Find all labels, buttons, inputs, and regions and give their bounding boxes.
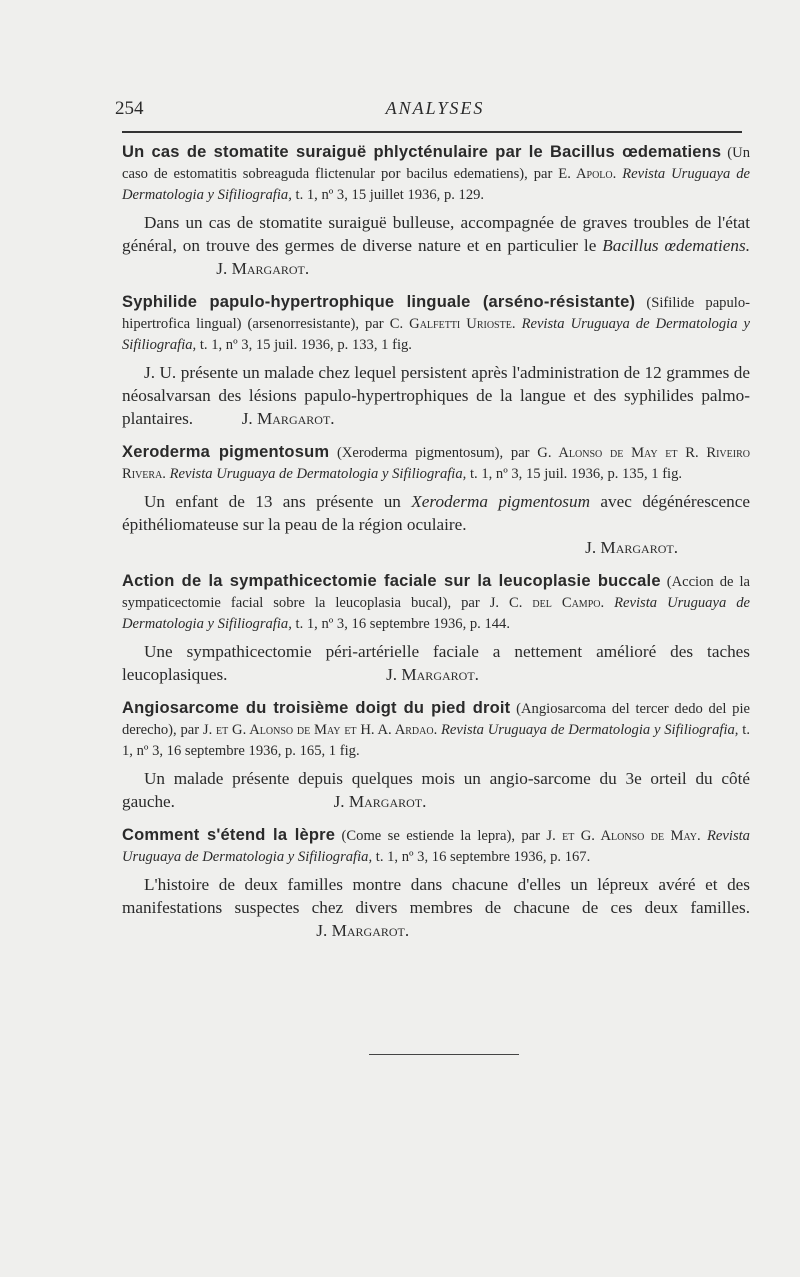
entry-summary	[122, 873, 750, 942]
analysis-entry	[122, 292, 750, 430]
analysis-entry	[122, 698, 750, 813]
reviewer: J. Margarot.	[216, 259, 310, 278]
citation: t. 1, nº 3, 15 juil. 1936, p. 135, 1 fig.	[469, 466, 683, 482]
summary-text: L'histoire de deux familles montre dans chacune d'elles un lépreux avéré et des manifestations suspectes chez divers membres de chacune de ces deux familles.	[122, 875, 750, 917]
entry-summary	[122, 640, 750, 686]
summary-text-after: avec dégénérescence épithéliomateuse sur la peau de la région oculaire.	[122, 492, 751, 534]
entry-reference	[122, 142, 750, 206]
summary-text: Un malade présente depuis quelques mois un angio-sarcome du 3e orteil du côté gauche.	[122, 769, 750, 811]
entry-summary	[122, 490, 750, 536]
analyses-content	[122, 142, 750, 954]
citation: t. 1, nº 3, 16 septembre 1936, p. 167.	[375, 849, 591, 865]
entry-author: J. et G. Alonso de May et H. A. Ardao.	[202, 722, 438, 738]
entry-title: Action de la sympathicectomie faciale sur la leucoplasie buccale	[122, 572, 661, 590]
entry-reference	[122, 571, 750, 635]
entry-summary	[122, 361, 750, 430]
summary-text: Une sympathicectomie péri-artérielle faciale a nettement amélioré des taches leucoplasiques.	[122, 642, 750, 684]
analysis-entry	[122, 571, 750, 686]
entry-title: Un cas de stomatite suraiguë phlycténulaire par le Bacillus œdematiens	[122, 143, 722, 161]
entry-reference	[122, 292, 750, 356]
entry-author: G. Alonso de May et R. Riveiro Rivera.	[122, 445, 750, 482]
reviewer: J. Margarot.	[241, 409, 335, 428]
citation: t. 1, nº 3, 15 juillet 1936, p. 129.	[295, 187, 485, 203]
analysis-entry	[122, 142, 750, 280]
summary-text: J. U. présente un malade chez lequel persistent après l'administration de 12 grammes de néosalvarsan des lésions papulo-hypertrophiques de la langue et des syphilides palmo-plantaires.	[122, 363, 750, 428]
entry-title: Angiosarcome du troisième doigt du pied droit	[122, 699, 511, 717]
citation: t. 1, nº 3, 16 septembre 1936, p. 144.	[295, 616, 511, 632]
end-rule	[369, 1054, 519, 1055]
entry-author: E. Apolo.	[558, 166, 617, 182]
journal-name: Revista Uruguaya de Dermatologia y Sifiliografia,	[441, 722, 739, 738]
summary-text: Dans un cas de stomatite suraiguë bulleuse, accompagnée de graves troubles de l'état général, on trouve des germes de diverse nature et en particulier le	[122, 213, 750, 255]
original-title: (Come se estiende la lepra), par	[341, 828, 541, 844]
running-head	[115, 98, 755, 124]
entry-author: J. et G. Alonso de May.	[546, 828, 701, 844]
citation: t. 1, nº 3, 15 juil. 1936, p. 133, 1 fig.	[199, 337, 412, 353]
analysis-entry	[122, 442, 750, 559]
entry-title: Xeroderma pigmentosum	[122, 443, 330, 461]
reviewer: J. Margarot.	[316, 921, 410, 940]
entry-author: C. Galfetti Urioste.	[389, 316, 516, 332]
entry-summary	[122, 211, 750, 280]
summary-text: Un enfant de 13 ans présente un	[144, 492, 401, 511]
reviewer: J. Margarot.	[333, 792, 427, 811]
citation: t. 1, nº 3, 16 septembre 1936, p. 165, 1 fig.	[122, 722, 750, 759]
summary-italic: Xeroderma pigmentosum	[411, 492, 590, 511]
entry-reference	[122, 698, 750, 762]
entry-author: J. C. del Campo.	[489, 595, 605, 611]
reviewer: J. Margarot.	[585, 538, 678, 557]
entry-reference	[122, 442, 750, 485]
entry-reference	[122, 825, 750, 868]
analysis-entry	[122, 825, 750, 942]
original-title: (Xeroderma pigmentosum), par	[336, 445, 530, 461]
entry-summary	[122, 767, 750, 813]
journal-name: Revista Uruguaya de Dermatologia y Sifiliografia,	[122, 316, 751, 353]
page-number: 254	[115, 98, 144, 119]
header-rule	[122, 131, 742, 133]
original-title: (Accion de la sympaticectomie facial sobre la leucoplasia bucal), par	[122, 574, 751, 611]
section-title: ANALYSES	[385, 98, 485, 118]
entry-title: Comment s'étend la lèpre	[122, 826, 336, 844]
original-title: (Angiosarcoma del tercer dedo del pie derecho), par	[122, 701, 750, 738]
journal-name: Revista Uruguaya de Dermatologia y Sifiliografia,	[122, 595, 751, 632]
reviewer-line	[122, 536, 750, 559]
journal-name: Revista Uruguaya de Dermatologia y Sifiliografia,	[122, 828, 750, 865]
reviewer: J. Margarot.	[386, 665, 479, 684]
summary-italic: Bacillus œdematiens.	[602, 236, 751, 255]
journal-name: Revista Uruguaya de Dermatologia y Sifiliografia,	[122, 166, 750, 203]
original-title: (Sifilide papulo-hipertrofica lingual) (arsenorresistante), par	[122, 295, 750, 332]
original-title: (Un caso de estomatitis sobreaguda flictenular por bacilus edematiens), par	[122, 145, 750, 182]
entry-title: Syphilide papulo-hypertrophique linguale (arséno-résistante)	[122, 293, 636, 311]
journal-name: Revista Uruguaya de Dermatologia y Sifiliografia,	[169, 466, 467, 482]
